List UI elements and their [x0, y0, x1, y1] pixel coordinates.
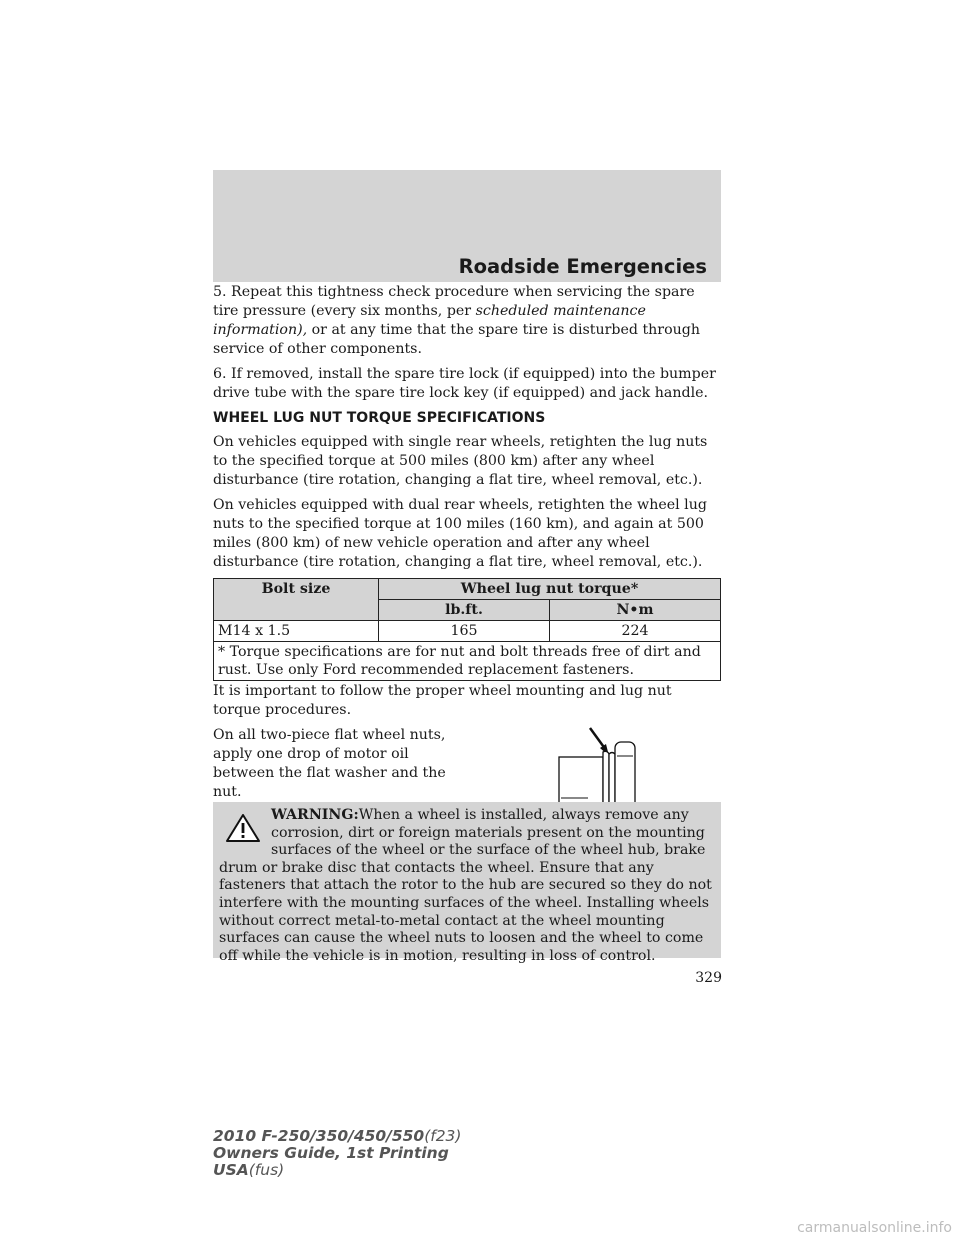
footer-market-line: [213, 1162, 461, 1179]
table-footnote: * Torque specifications are for nut and bolt threads free of dirt and rust. Use only Ford recommended replacement fasteners.: [214, 642, 721, 681]
warning-label: WARNING:: [271, 807, 359, 823]
table-row: [214, 621, 721, 642]
warning-box: [213, 802, 721, 964]
section-header-band: [213, 170, 721, 282]
warning-triangle-icon: [225, 813, 261, 843]
maintenance-reference: scheduled maintenance information),: [213, 303, 646, 338]
section-title: Roadside Emergencies: [458, 255, 707, 278]
importance-paragraph: It is important to follow the proper wheel mounting and lug nut torque procedures.: [213, 683, 672, 718]
torque-spec-table: [213, 578, 721, 681]
footer-model: 2010 F-250/350/450/550: [213, 1127, 425, 1145]
warning-text: When a wheel is installed, always remove any corrosion, dirt or foreign materials present on the mounting surfaces of the wheel or the surface of the wheel hub, brake drum or brake disc that contacts the wheel. Ensure that any fasteners that attach the rotor to the hub are secured so they do not interfere with the mounting surfaces of the wheel. Installing wheels without correct metal-to-metal contact at the wheel mounting surfaces can cause the wheel nuts to loosen and the wheel to come off while the vehicle is in motion, resulting in loss of control.: [219, 807, 712, 964]
footer-market: USA: [213, 1161, 249, 1179]
wheel-nut-paragraph: On all two-piece flat wheel nuts, apply one drop of motor oil between the flat washer and the nut.: [213, 727, 446, 800]
unit-lbft: lb.ft.: [379, 600, 550, 621]
page-number: 329: [695, 970, 722, 986]
single-rear-wheels-paragraph: On vehicles equipped with single rear wheels, retighten the lug nuts to the specified torque at 500 miles (800 km) after any wheel disturbance (tire rotation, changing a flat tire, wheel removal, etc.).: [213, 434, 708, 488]
col-header-torque: Wheel lug nut torque*: [379, 579, 721, 600]
col-header-bolt-size: Bolt size: [214, 579, 379, 621]
step-5-paragraph: [213, 283, 723, 359]
step-5-text-end: or at any time that the spare tire is disturbed through service of other components.: [213, 322, 700, 357]
lbft-cell: 165: [379, 621, 550, 642]
watermark: carmanualsonline.info: [797, 1220, 952, 1236]
nm-cell: 224: [549, 621, 720, 642]
footer: [213, 1128, 461, 1179]
bolt-size-cell: M14 x 1.5: [214, 621, 379, 642]
footer-edition: Owners Guide, 1st Printing: [213, 1144, 449, 1162]
page-content: [213, 283, 723, 866]
dual-rear-wheels-paragraph: On vehicles equipped with dual rear wheels, retighten the wheel lug nuts to the specified torque at 100 miles (160 km), and again at 500 miles (800 km) of new vehicle operation and after any wheel disturbance (tire rotation, changing a flat tire, wheel removal, etc.).: [213, 497, 707, 570]
footer-market-code: (fus): [248, 1161, 285, 1179]
step-6-paragraph: 6. If removed, install the spare tire lock (if equipped) into the bumper drive tube with the spare tire lock key (if equipped) and jack handle.: [213, 366, 716, 401]
section-heading: WHEEL LUG NUT TORQUE SPECIFICATIONS: [213, 410, 546, 426]
unit-nm: N•m: [549, 600, 720, 621]
footer-edition-line: [213, 1145, 461, 1162]
footer-model-line: [213, 1128, 461, 1145]
step-5-text-start: 5. Repeat this tightness check procedure when servicing the spare tire pressure (every six months, per: [213, 284, 695, 319]
footer-model-code: (f23): [424, 1127, 462, 1145]
